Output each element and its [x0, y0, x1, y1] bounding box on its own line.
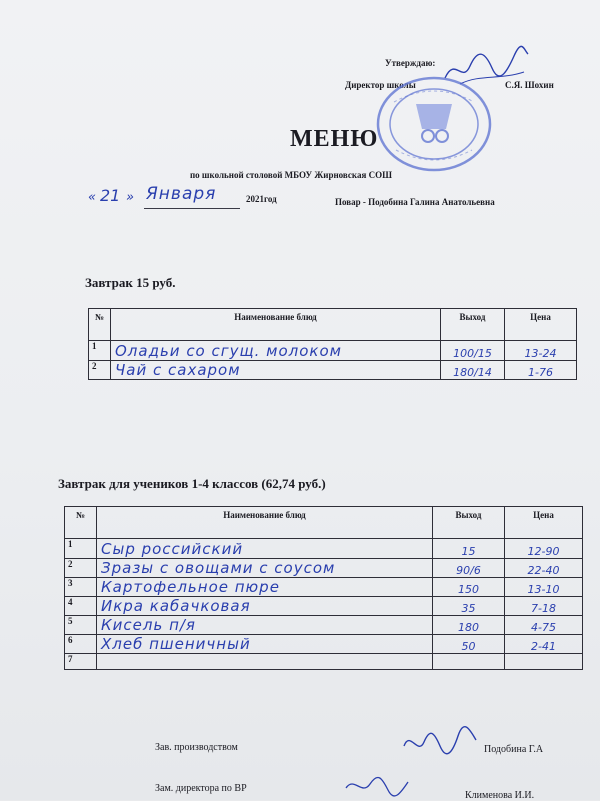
signature-role: Зам. директора по ВР	[155, 783, 247, 794]
date-underline	[144, 208, 240, 209]
table-row	[89, 361, 577, 380]
row-output: 15	[433, 539, 505, 559]
row-num: 2	[89, 361, 111, 380]
row-price: 4-75	[505, 616, 583, 635]
school-seal-icon	[374, 74, 494, 174]
menu-table-breakfast	[88, 308, 577, 380]
column-header-num: №	[65, 507, 97, 539]
table-row	[65, 559, 583, 578]
date-month: Января	[146, 184, 217, 204]
row-output	[433, 654, 505, 670]
date-quote-close: »	[126, 190, 135, 205]
column-header-price: Цена	[505, 309, 577, 341]
table-row	[65, 616, 583, 635]
cook-name: Повар - Подобина Галина Анатольевна	[335, 197, 495, 207]
row-output: 150	[433, 578, 505, 597]
row-dish: Картофельное пюре	[97, 578, 433, 597]
table-row	[89, 341, 577, 361]
row-dish: Икра кабачковая	[97, 597, 433, 616]
column-header-output: Выход	[441, 309, 505, 341]
section-title: Завтрак 15 руб.	[85, 275, 176, 290]
table-row	[65, 539, 583, 559]
row-num: 1	[65, 539, 97, 559]
director-name: С.Я. Шохин	[505, 80, 554, 90]
production-head-signature	[400, 726, 480, 760]
row-dish: Кисель п/я	[97, 616, 433, 635]
date-line	[88, 184, 598, 214]
row-output: 50	[433, 635, 505, 654]
row-dish: Сыр российский	[97, 539, 433, 559]
menu-table-primary	[64, 506, 583, 670]
column-header-name: Наименование блюд	[111, 309, 441, 341]
row-price: 13-24	[505, 341, 577, 361]
column-header-name: Наименование блюд	[97, 507, 433, 539]
approval-label: Утверждаю:	[385, 58, 436, 68]
table-row	[65, 635, 583, 654]
row-num: 2	[65, 559, 97, 578]
deputy-director-signature	[342, 770, 412, 800]
row-num: 7	[65, 654, 97, 670]
date-day: 21	[100, 186, 121, 205]
row-output: 90/6	[433, 559, 505, 578]
row-price: 1-76	[505, 361, 577, 380]
page-subtitle: по школьной столовой МБОУ Жирновская СОШ	[190, 170, 392, 180]
section-title: Завтрак для учеников 1-4 классов (62,74 руб.)	[58, 476, 326, 491]
date-year: 2021год	[246, 194, 277, 204]
row-price: 7-18	[505, 597, 583, 616]
row-price	[505, 654, 583, 670]
signature-name: Подобина Г.А	[484, 744, 544, 755]
row-num: 5	[65, 616, 97, 635]
date-quote-open: «	[88, 190, 97, 205]
column-header-num: №	[89, 309, 111, 341]
row-price: 13-10	[505, 578, 583, 597]
table-header-row	[89, 309, 577, 341]
row-dish: Зразы с овощами с соусом	[97, 559, 433, 578]
row-price: 12-90	[505, 539, 583, 559]
director-label: Директор школы	[345, 80, 416, 90]
table-row	[65, 597, 583, 616]
row-output: 180/14	[441, 361, 505, 380]
row-output: 180	[433, 616, 505, 635]
row-dish: Оладьи со сгущ. молоком	[111, 341, 441, 361]
row-output: 100/15	[441, 341, 505, 361]
table-row	[65, 654, 583, 670]
row-price: 22-40	[505, 559, 583, 578]
signature-role: Зав. производством	[155, 742, 238, 753]
page-title: МЕНЮ	[290, 126, 379, 152]
row-price: 2-41	[505, 635, 583, 654]
row-num: 4	[65, 597, 97, 616]
row-num: 3	[65, 578, 97, 597]
row-dish: Хлеб пшеничный	[97, 635, 433, 654]
column-header-output: Выход	[433, 507, 505, 539]
column-header-price: Цена	[505, 507, 583, 539]
row-dish	[97, 654, 433, 670]
signature-name: Клименова И.И.	[465, 790, 535, 801]
row-dish: Чай с сахаром	[111, 361, 441, 380]
row-num: 1	[89, 341, 111, 361]
table-header-row	[65, 507, 583, 539]
row-num: 6	[65, 635, 97, 654]
row-output: 35	[433, 597, 505, 616]
table-row	[65, 578, 583, 597]
